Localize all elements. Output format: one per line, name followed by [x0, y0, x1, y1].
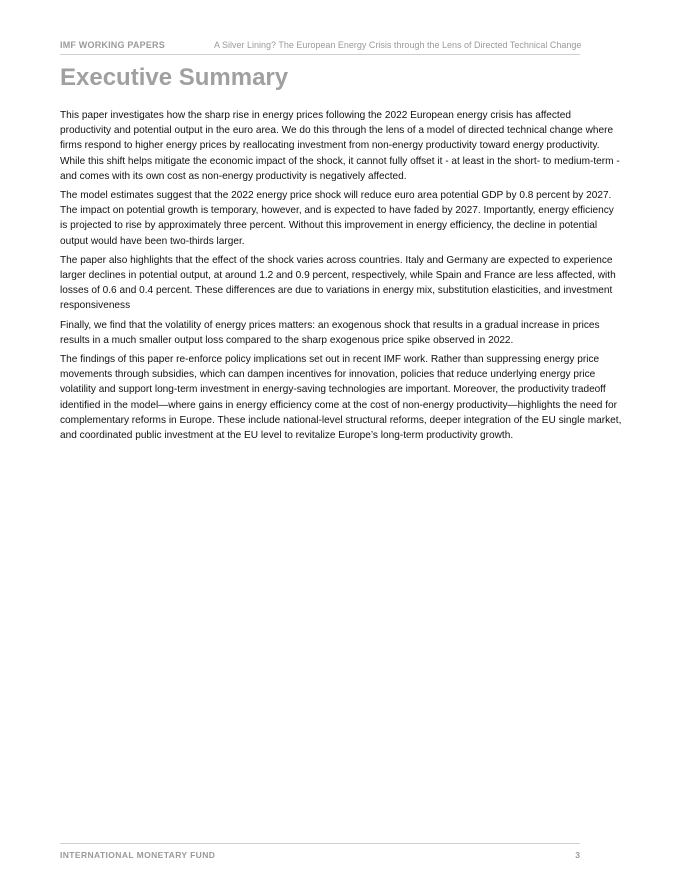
paragraph-1: This paper investigates how the sharp rise in energy prices following the 2022 European energy crisis has affected productivity and potential output in the euro area. We do this through the lens of a model of directed technical change where firms respond to higher energy prices by reallocating investment from non-energy productivity toward energy productivity. While this shift helps mitigate the economic impact of the shock, it cannot fully offset it - at least in the short- to medium-term - and comes with its own cost as non-energy productivity is negatively affected. — [60, 110, 620, 182]
header-series-label: IMF WORKING PAPERS — [60, 40, 165, 50]
paragraph-5: The findings of this paper re-enforce policy implications set out in recent IMF work. Rather than suppressing energy price movements through subsidies, which can dampen incentives for innovation, policies that reduce underlying energy price volatility and support long-term investment in energy-saving technologies are important. Moreover, the productivity tradeoff identified in the model—where gains in energy efficiency come at the cost of non-energy productivity—highlights the need for complementary reforms in Europe. These include national-level structural reforms, deeper integration of the EU single market, and coordinated public investment at the EU level to revitalize Europe’s long-term productivity growth. — [60, 354, 622, 442]
executive-summary-body — [60, 108, 622, 447]
footer-organization: INTERNATIONAL MONETARY FUND — [60, 850, 216, 860]
section-title: Executive Summary — [60, 64, 289, 91]
paragraph-3: The paper also highlights that the effect of the shock varies across countries. Italy and Germany are expected to experience larger declines in potential output, at around 1.2 and 0.9 percent, respectively, while Spain and France are less affected, with losses of 0.6 and 0.4 percent. These differences are due to variations in energy mix, substitution elasticities, and investment responsiveness — [60, 254, 616, 312]
header-running-title: A Silver Lining? The European Energy Crisis through the Lens of Directed Technical Change — [214, 40, 582, 50]
page-number: 3 — [575, 850, 580, 860]
paragraph-4: Finally, we find that the volatility of energy prices matters: an exogenous shock that results in a gradual increase in prices results in a much smaller output loss compared to the sharp exogenous price spike observed in 2022. — [60, 319, 600, 346]
page-footer — [60, 843, 580, 864]
paragraph-2: The model estimates suggest that the 2022 energy price shock will reduce euro area potential GDP by 0.8 percent by 2027. The impact on potential growth is temporary, however, and is expected to have faded by 2027. Importantly, energy efficiency is projected to rise by approximately three percent. Without this improvement in energy efficiency, the decline in potential output would have been two-thirds larger. — [60, 190, 614, 247]
page-header — [60, 38, 580, 55]
